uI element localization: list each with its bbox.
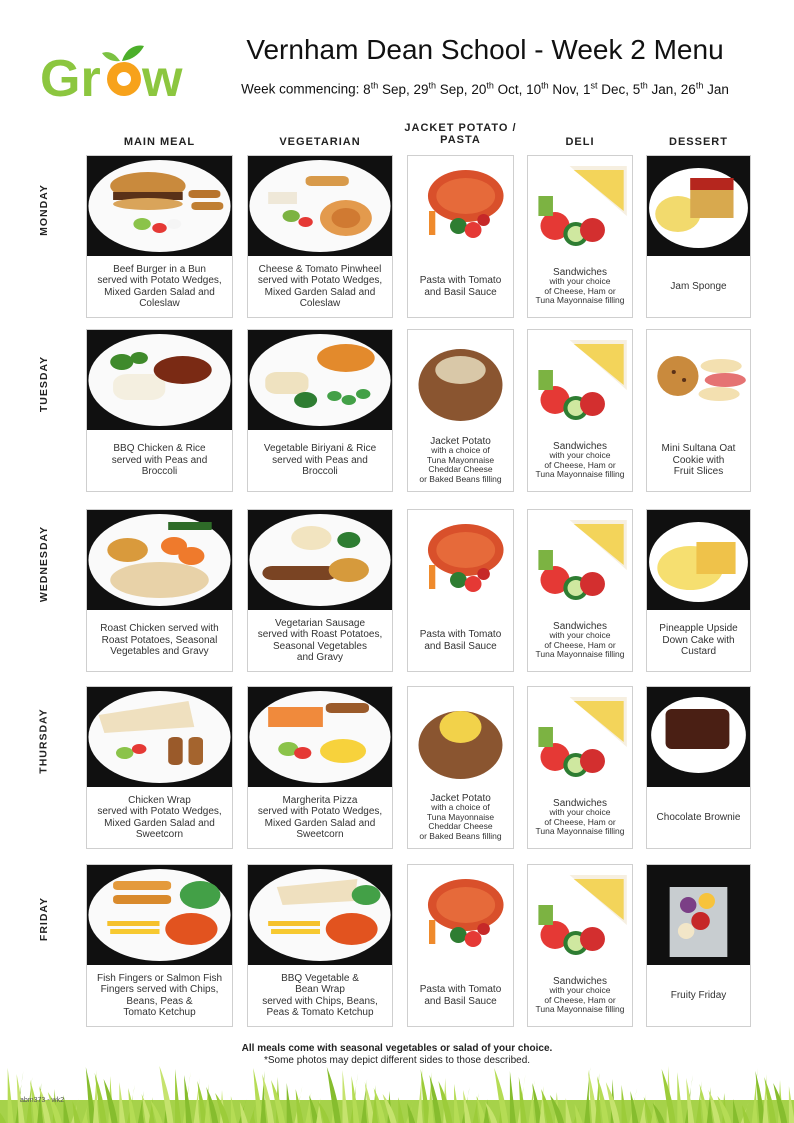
grass-blade: [343, 1070, 349, 1123]
menu-card: [407, 509, 514, 672]
menu-item-line: Pasta with Tomato: [419, 984, 502, 995]
food-illustration: [248, 687, 392, 787]
menu-item-description: [90, 256, 229, 317]
jacket-potato-tuna-photo: [408, 330, 513, 430]
menu-item-description: [90, 787, 229, 848]
menu-item-description: [531, 610, 629, 671]
roast-chicken-photo: [87, 510, 232, 610]
grow-logo: [40, 42, 185, 102]
grass-blade: [8, 1068, 14, 1123]
fruit-pot-photo: [647, 865, 750, 965]
column-header: DELI: [565, 136, 595, 148]
menu-card: [407, 686, 514, 849]
food-illustration: [528, 330, 632, 430]
menu-item-line: BBQ Chicken & Rice: [113, 443, 206, 455]
pineapple-cake-photo: [647, 510, 750, 610]
menu-item-line: Vegetarian Sausage: [274, 617, 366, 629]
menu-item-line: Vegetables and Gravy: [110, 646, 209, 658]
menu-item-line: with your choice: [549, 985, 611, 995]
menu-item-line: BBQ Vegetable &: [281, 972, 359, 984]
menu-item-description: [411, 787, 510, 848]
menu-item-line: Mini Sultana Oat: [661, 443, 736, 455]
week-date: 10th Nov,: [526, 80, 583, 97]
week-date: 20th Oct,: [471, 80, 527, 97]
menu-card: [86, 509, 233, 672]
menu-item-description: [531, 965, 629, 1026]
menu-item-line: served with Potato Wedges,: [97, 806, 222, 817]
menu-item-line: Tomato Ketchup: [123, 1007, 196, 1018]
pinwheel-photo: [248, 156, 392, 256]
document-code: abm373 - wk2: [20, 1097, 64, 1104]
menu-item-line: with your choice: [549, 807, 611, 817]
menu-item-line: served with Peas and: [272, 454, 368, 466]
menu-item-line: Roast Potatoes, Seasonal: [101, 634, 218, 646]
menu-card: [527, 509, 633, 672]
sandwich-photo: [528, 510, 632, 610]
jam-sponge-photo: [647, 156, 750, 256]
menu-item-line: Fish Fingers or Salmon Fish: [96, 972, 223, 984]
menu-item-line: Mixed Garden Salad and: [264, 817, 376, 829]
menu-item-line: Jam Sponge: [670, 280, 727, 292]
menu-item-line: and Basil Sauce: [424, 640, 497, 652]
food-illustration: [647, 865, 750, 965]
menu-item-line: Coleslaw: [299, 298, 341, 309]
column-header: DESSERT: [669, 136, 728, 148]
menu-item-line: served with Peas and: [111, 454, 208, 466]
menu-item-line: Fruity Friday: [670, 989, 727, 1001]
menu-card: [407, 155, 514, 318]
menu-card: [527, 329, 633, 492]
menu-item-description: [411, 430, 510, 491]
week-date: 29th Sep,: [413, 80, 472, 97]
menu-item-description: [251, 965, 389, 1026]
pasta-photo: [408, 156, 513, 256]
food-illustration: [408, 510, 513, 610]
menu-item-line: Pasta with Tomato: [419, 629, 502, 640]
menu-card: [527, 864, 633, 1027]
menu-item-description: [251, 430, 389, 491]
menu-card: [646, 155, 751, 318]
menu-card: [527, 155, 633, 318]
grass-blade: [417, 1066, 423, 1123]
menu-card: [247, 509, 393, 672]
food-illustration: [647, 687, 750, 787]
menu-item-line: Tuna Mayonnaise: [426, 454, 495, 465]
menu-item-line: Sweetcorn: [296, 829, 344, 840]
food-illustration: [87, 865, 232, 965]
menu-card: [407, 864, 514, 1027]
menu-item-line: served with Chips, Beans,: [262, 995, 378, 1007]
food-illustration: [528, 510, 632, 610]
menu-card: [646, 686, 751, 849]
menu-item-line: and Basil Sauce: [424, 286, 497, 298]
menu-card: [247, 864, 393, 1027]
menu-item-description: [531, 256, 629, 317]
svg-text:Gr: Gr: [40, 50, 101, 102]
jacket-potato-cheese-photo: [408, 687, 513, 787]
food-illustration: [248, 330, 392, 430]
menu-item-description: [90, 610, 229, 671]
grass-decoration: [0, 1060, 794, 1123]
menu-item-line: Tuna Mayonnaise filling: [535, 649, 625, 659]
menu-item-line: Fingers served with Chips,: [100, 984, 219, 995]
menu-item-line: Sandwiches: [553, 440, 607, 452]
menu-card: [247, 329, 393, 492]
food-illustration: [408, 687, 513, 787]
food-illustration: [87, 156, 232, 256]
food-illustration: [248, 156, 392, 256]
menu-item-description: [411, 256, 510, 317]
menu-item-line: Mixed Garden Salad and: [264, 286, 376, 298]
food-illustration: [528, 865, 632, 965]
biriyani-photo: [248, 330, 392, 430]
food-illustration: [647, 330, 750, 430]
menu-item-description: [531, 787, 629, 848]
menu-item-description: [531, 430, 629, 491]
pasta-photo: [408, 865, 513, 965]
grass-blade: [584, 1067, 590, 1123]
menu-item-line: Beef Burger in a Bun: [113, 263, 206, 275]
menu-item-line: Chicken Wrap: [128, 794, 191, 806]
food-illustration: [87, 687, 232, 787]
food-illustration: [408, 330, 513, 430]
week-date: 1st Dec,: [582, 80, 633, 97]
week-date: 26th Jan: [680, 80, 729, 97]
grass-blade: [510, 1071, 516, 1123]
food-illustration: [248, 510, 392, 610]
menu-item-line: Mixed Garden Salad and: [104, 817, 215, 829]
week-date: 8th Sep,: [363, 80, 414, 97]
food-illustration: [408, 865, 513, 965]
burger-photo: [87, 156, 232, 256]
menu-item-line: of Cheese, Ham or: [544, 459, 616, 470]
grass-blade: [752, 1068, 758, 1123]
menu-item-description: [411, 965, 510, 1026]
sandwich-photo: [528, 865, 632, 965]
menu-item-line: Jacket Potato: [430, 435, 491, 447]
menu-item-line: of Cheese, Ham or: [544, 639, 616, 650]
food-illustration: [408, 156, 513, 256]
menu-item-line: with your choice: [549, 450, 611, 460]
menu-item-line: Fruit Slices: [673, 466, 724, 478]
menu-item-line: Down Cake with: [662, 634, 735, 646]
menu-card: [646, 509, 751, 672]
column-header: VEGETARIAN: [279, 136, 361, 148]
day-header: TUESDAY: [38, 355, 50, 413]
menu-item-line: Jacket Potato: [430, 792, 491, 804]
menu-item-line: Coleslaw: [139, 298, 180, 309]
bbq-chicken-photo: [87, 330, 232, 430]
veg-sausage-photo: [248, 510, 392, 610]
menu-card: [86, 686, 233, 849]
menu-item-line: with your choice: [549, 276, 611, 286]
menu-item-line: served with Potato Wedges,: [97, 275, 222, 286]
menu-item-line: Pasta with Tomato: [419, 275, 502, 286]
menu-item-line: or Baked Beans filling: [419, 830, 502, 841]
svg-text:w: w: [142, 50, 183, 102]
menu-item-line: with a choice of: [431, 802, 490, 813]
sandwich-photo: [528, 687, 632, 787]
menu-item-line: Sandwiches: [553, 266, 607, 278]
page-title: Vernham Dean School - Week 2 Menu: [246, 34, 724, 65]
week-label: Week commencing:: [241, 81, 364, 97]
menu-item-line: Vegetable Biriyani & Rice: [263, 443, 377, 455]
menu-card: [86, 329, 233, 492]
menu-item-description: [650, 787, 747, 848]
food-illustration: [87, 330, 232, 430]
food-illustration: [528, 156, 632, 256]
menu-item-line: Custard: [680, 646, 716, 658]
menu-item-line: of Cheese, Ham or: [544, 285, 616, 296]
menu-item-line: Sandwiches: [553, 620, 607, 632]
menu-item-description: [411, 610, 510, 671]
menu-card: [247, 155, 393, 318]
menu-item-line: and Gravy: [296, 652, 344, 663]
fish-fingers-photo: [87, 865, 232, 965]
menu-item-line: Sandwiches: [553, 797, 607, 809]
column-header: MAIN MEAL: [123, 136, 196, 148]
menu-item-line: Mixed Garden Salad and: [104, 286, 215, 298]
chicken-wrap-photo: [87, 687, 232, 787]
sandwich-photo: [528, 156, 632, 256]
menu-item-line: of Cheese, Ham or: [544, 994, 616, 1005]
food-illustration: [87, 510, 232, 610]
menu-card: [646, 864, 751, 1027]
menu-item-line: Pineapple Upside: [659, 623, 738, 635]
menu-card: [646, 329, 751, 492]
week-date: 5th Jan,: [632, 80, 681, 97]
menu-item-line: Peas & Tomato Ketchup: [266, 1007, 374, 1018]
menu-card: [247, 686, 393, 849]
menu-item-line: or Baked Beans filling: [419, 473, 502, 484]
day-header: WEDNESDAY: [38, 525, 51, 603]
sandwich-photo: [528, 330, 632, 430]
menu-item-line: Tuna Mayonnaise filling: [535, 826, 625, 836]
menu-item-line: Tuna Mayonnaise filling: [535, 1004, 625, 1014]
menu-card: [86, 864, 233, 1027]
menu-item-line: Bean Wrap: [295, 984, 345, 995]
food-illustration: [647, 510, 750, 610]
veg-wrap-photo: [248, 865, 392, 965]
menu-item-description: [251, 610, 389, 671]
menu-item-line: Tuna Mayonnaise: [426, 811, 495, 822]
menu-item-line: with a choice of: [431, 445, 490, 456]
food-illustration: [528, 687, 632, 787]
menu-item-line: served with Roast Potatoes,: [257, 629, 383, 640]
cookie-photo: [647, 330, 750, 430]
pizza-photo: [248, 687, 392, 787]
footer-disclaimer: *Some photos may depict different sides to those described.: [263, 1055, 531, 1066]
week-dates: [190, 80, 780, 97]
menu-item-line: Roast Chicken served with: [100, 623, 219, 635]
menu-card: [86, 155, 233, 318]
menu-item-line: Tuna Mayonnaise filling: [535, 295, 625, 305]
grass-blade: [677, 1072, 683, 1123]
menu-item-line: Cheddar Cheese: [428, 464, 493, 475]
menu-item-line: Cheddar Cheese: [428, 821, 493, 832]
brownie-photo: [647, 687, 750, 787]
menu-item-line: Sandwiches: [553, 975, 607, 987]
menu-card: [407, 329, 514, 492]
menu-item-line: served with Potato Wedges,: [257, 806, 383, 817]
menu-item-line: Cookie with: [672, 454, 725, 466]
menu-card: [527, 686, 633, 849]
footer-note: All meals come with seasonal vegetables or salad of your choice.: [241, 1043, 553, 1054]
day-header: MONDAY: [38, 184, 51, 236]
food-illustration: [248, 865, 392, 965]
day-header: FRIDAY: [38, 896, 50, 942]
grass-blade: [175, 1069, 181, 1123]
menu-item-line: of Cheese, Ham or: [544, 816, 616, 827]
menu-item-line: Broccoli: [302, 466, 338, 478]
menu-item-description: [251, 256, 389, 317]
menu-item-line: Chocolate Brownie: [656, 811, 741, 823]
menu-item-description: [90, 965, 229, 1026]
menu-item-description: [650, 610, 747, 671]
food-illustration: [647, 156, 750, 256]
pasta-photo: [408, 510, 513, 610]
menu-item-line: served with Potato Wedges,: [257, 275, 383, 286]
menu-item-line: Cheese & Tomato Pinwheel: [258, 263, 382, 275]
day-header: THURSDAY: [38, 708, 50, 774]
menu-item-line: Seasonal Vegetables: [273, 640, 367, 652]
menu-item-line: Tuna Mayonnaise filling: [535, 469, 625, 479]
menu-item-description: [251, 787, 389, 848]
menu-item-description: [650, 256, 747, 317]
menu-item-line: Broccoli: [141, 466, 178, 478]
menu-item-line: Sweetcorn: [135, 829, 184, 840]
menu-item-description: [650, 430, 747, 491]
menu-item-line: with your choice: [549, 630, 611, 640]
menu-item-line: Margherita Pizza: [282, 794, 358, 806]
menu-item-line: and Basil Sauce: [424, 995, 497, 1007]
menu-item-description: [90, 430, 229, 491]
menu-item-description: [650, 965, 747, 1026]
menu-item-line: Beans, Peas &: [126, 995, 193, 1007]
column-header: JACKET POTATO / PASTA: [404, 122, 517, 146]
